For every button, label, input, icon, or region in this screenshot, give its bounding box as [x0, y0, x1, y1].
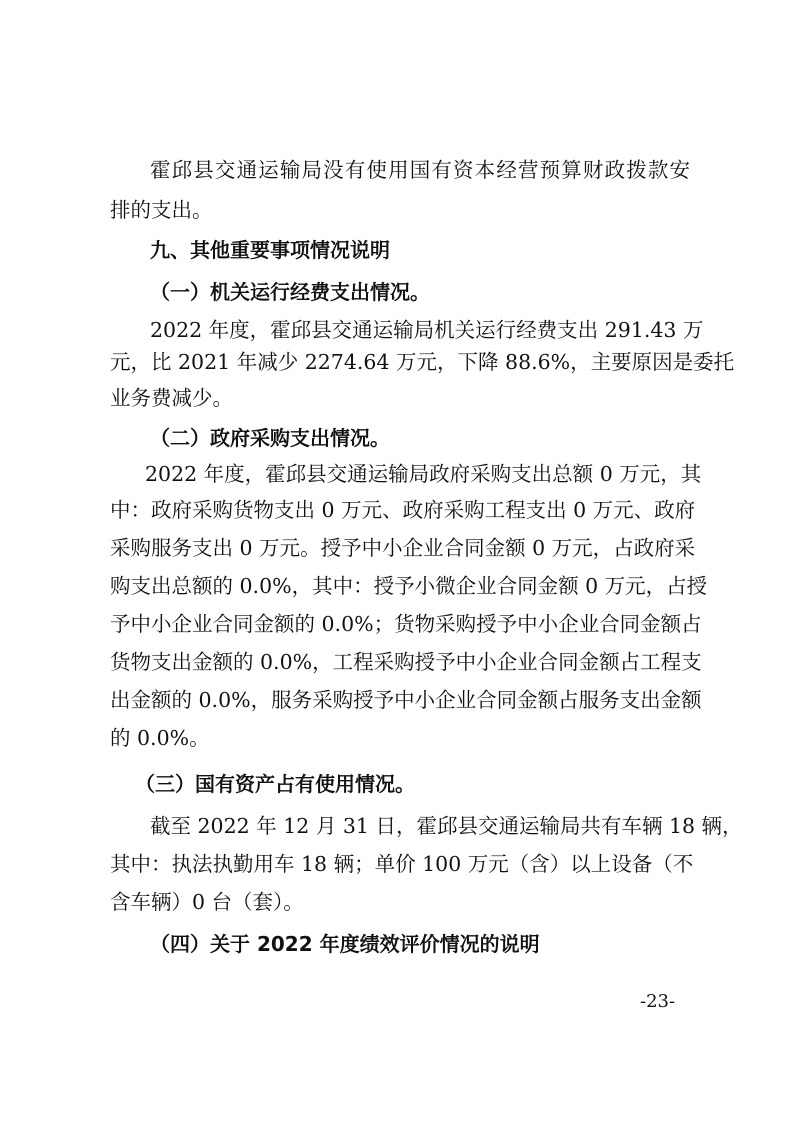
subsection-heading: （一）机关运行经费支出情况。 — [150, 280, 430, 304]
paragraph-line: 采购服务支出 0 万元。授予中小企业合同金额 0 万元，占政府采 — [110, 536, 696, 560]
paragraph-line: 排的支出。 — [110, 198, 213, 222]
section-heading: 九、其他重要事项情况说明 — [150, 238, 390, 262]
paragraph-line: 含车辆）0 台（套）。 — [110, 890, 304, 914]
subsection-heading: （三）国有资产占有使用情况。 — [135, 772, 415, 796]
paragraph-line: 业务费减少。 — [110, 386, 233, 410]
paragraph-line: 的 0.0%。 — [110, 726, 210, 750]
paragraph-line: 元，比 2021 年减少 2274.64 万元，下降 88.6%，主要原因是委托 — [110, 350, 735, 374]
subsection-heading: （二）政府采购支出情况。 — [150, 426, 390, 450]
paragraph-line: 截至 2022 年 12 月 31 日，霍邱县交通运输局共有车辆 18 辆， — [150, 814, 743, 838]
paragraph-line: 中：政府采购货物支出 0 万元、政府采购工程支出 0 万元、政府 — [110, 498, 696, 522]
paragraph-line: 2022 年度，霍邱县交通运输局政府采购支出总额 0 万元，其 — [145, 462, 702, 486]
paragraph-line: 2022 年度，霍邱县交通运输局机关运行经费支出 291.43 万 — [150, 318, 704, 342]
page-number: -23- — [640, 991, 676, 1012]
paragraph-line: 出金额的 0.0%，服务采购授予中小企业合同金额占服务支出金额 — [110, 688, 702, 712]
paragraph-line: 霍邱县交通运输局没有使用国有资本经营预算财政拨款安 — [150, 158, 690, 182]
paragraph-line: 货物支出金额的 0.0%，工程采购授予中小企业合同金额占工程支 — [110, 650, 702, 674]
subsection-heading: （四）关于 2022 年度绩效评价情况的说明 — [150, 932, 540, 956]
paragraph-line: 其中：执法执勤用车 18 辆；单价 100 万元（含）以上设备（不 — [110, 852, 694, 876]
paragraph-line: 予中小企业合同金额的 0.0%；货物采购授予中小企业合同金额占 — [110, 612, 702, 636]
paragraph-line: 购支出总额的 0.0%，其中：授予小微企业合同金额 0 万元，占授 — [110, 574, 708, 598]
